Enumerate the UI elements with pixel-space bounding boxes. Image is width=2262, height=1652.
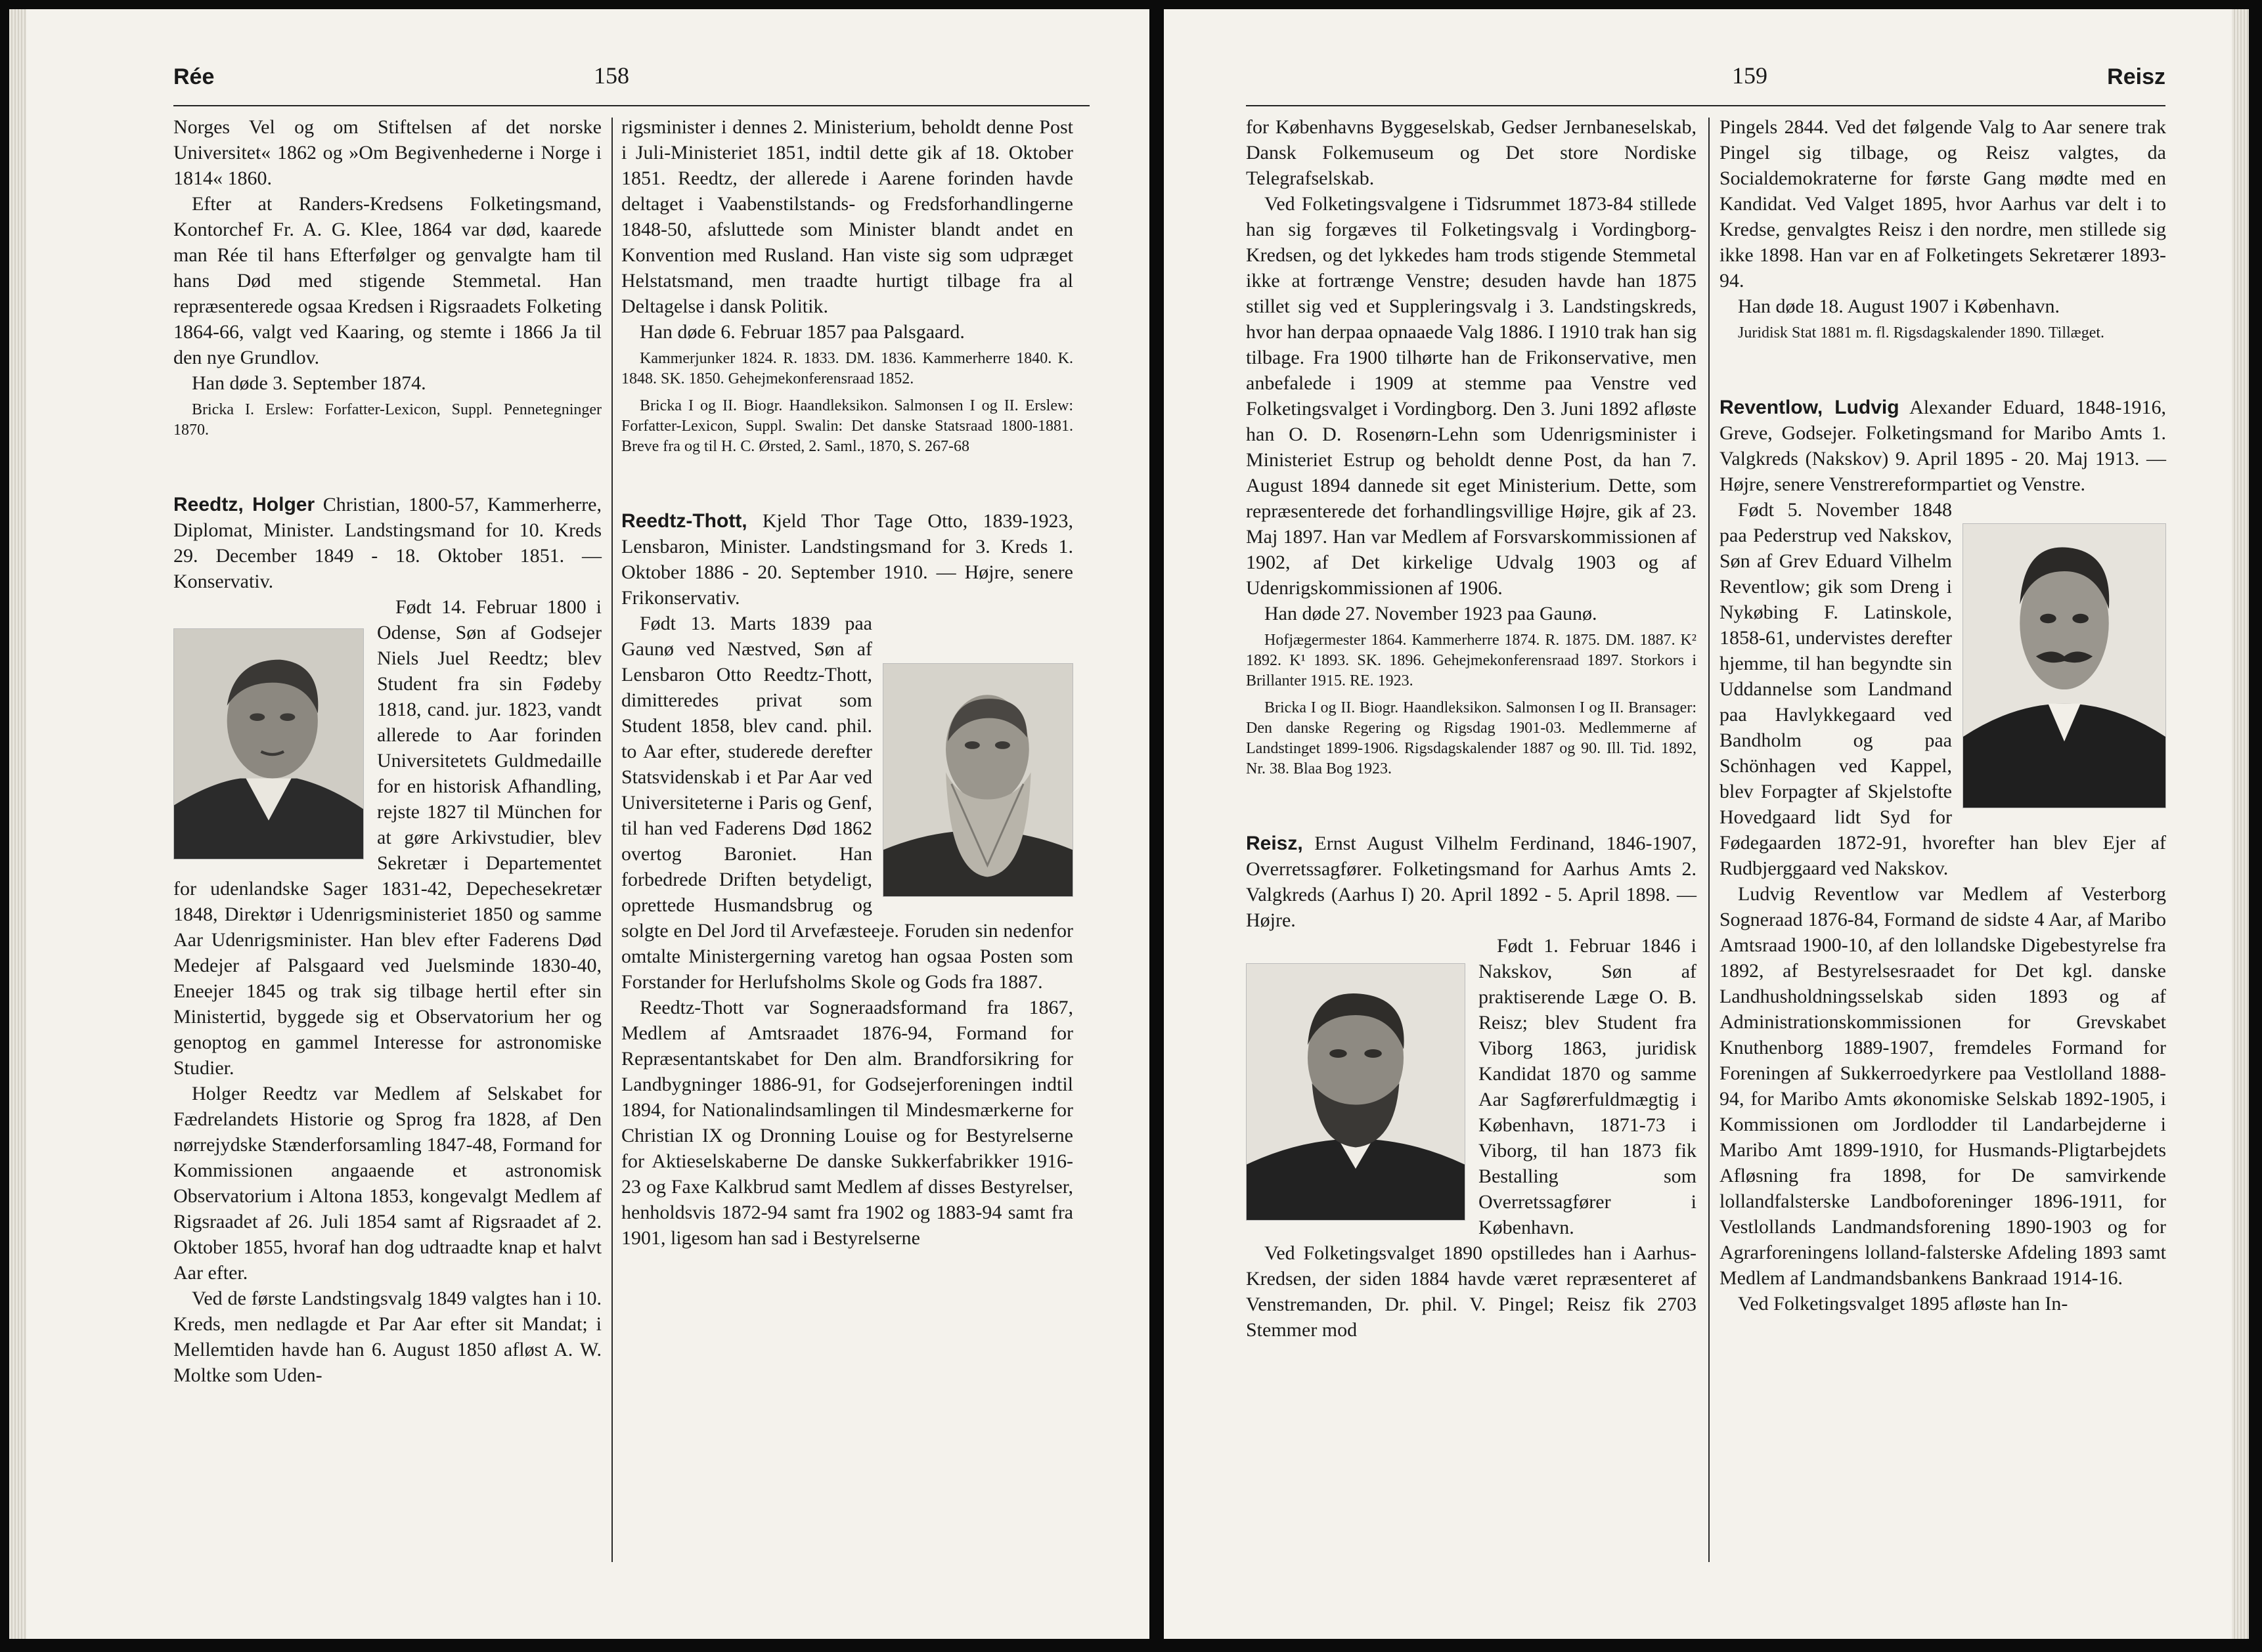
running-head (1246, 59, 2165, 106)
running-head-word: Reisz (2107, 64, 2165, 89)
bibliography: Juridisk Stat 1881 m. fl. Rigsdagskalender 1890. Tillæget. (1738, 324, 2105, 341)
entry-name: Reedtz, Holger (173, 494, 315, 515)
paragraph: Ved Folketingsvalgene i Tidsrummet 1873-84 stillede han sig forgæves til Folketingsvalg i Vordingborg-Kredsen, og det lykkedes ham trods stigende Stemmetal ikke at fortrænge Venstre; desuden havde han 1875 stillet sig ved et Suppleringsvalg i 3. Landstingskreds, hvor han derpaa opnaaede Valg 1886. I 1910 trak han sig tilbage. Fra 1900 tilhørte han de Frikonservative, men anbefalede i 1909 at stemme paa Venstre ved Folketingsvalget i Vordingborg. Den 3. Juni 1892 afløste han O. D. Rosenørn-Lehn som Udenrigsminister i Ministeriet Estrup og beholdt denne Post, da han 7. August 1894 dannede sit eget Ministerium. Dette, som repræsenterede det forhandlingsvillige Højre, gik af 23. Maj 1897. Han var Medlem af Forsvarskommissionen af 1902, af Det kirkelige Udvalg 1903 og af Udenrigskommissionen af 1906. (1246, 193, 1697, 599)
bibliography: Bricka I. Erslew: Forfatter-Lexicon, Suppl. Pennetegninger 1870. (173, 401, 602, 439)
portrait-reedtz-thott (883, 663, 1073, 897)
paragraph: Ved Folketingsvalget 1895 afløste han In- (1738, 1293, 2068, 1315)
column-2 (1719, 114, 2166, 1316)
entry-intro: Alexander Eduard, 1848-1916, Greve, Godsejer. Folketingsmand for Maribo Amts 1. Valgkreds (Nakskov) 9. April 1895 - 20. Maj 1913. — Højre, senere Venstrereformpartiet og Venstre. (1719, 397, 2166, 495)
entry-intro: Ernst August Vilhelm Ferdinand, 1846-1907, Overretssagfører. Folketingsmand for Aarhus Amts 2. Valgkreds (Aarhus I) 20. April 1892 - 5. April 1898. — Højre. (1246, 833, 1697, 931)
paragraph: Reedtz-Thott var Sogneraadsformand fra 1867, Medlem af Amtsraadet 1876-94, Formand for Repræsentantskabet for Den alm. Brandforsikring for Landbygninger 1886-91, for Godsejerforeningen indtil 1894, for Nationalindsamlingen til Mindesmærkerne for Christian IX og Dronning Louise og for Bestyrelserne for Aktieselskaberne De danske Sukkerfabrikker 1916-23 og Faxe Kalkbrud samt Medlem af disses Bestyrelser, henholdsvis 1872-94 samt fra 1902 og 1883-94 samt fra 1901, ligesom han sad i Bestyrelserne (621, 997, 1073, 1249)
paragraph: Norges Vel og om Stiftelsen af det norske Universitet« 1862 og »Om Begivenhederne i Norge i 1814« 1860. (173, 116, 602, 189)
paragraph: Ludvig Reventlow var Medlem af Vesterborg Sogneraad 1876-84, Formand de sidste 4 Aar, af Maribo Amtsraad 1900-10, af den lollandske Digebestyrelse fra 1892, af Bestyrelsesraadet for Det kgl. danske Landhusholdningsselskab siden 1893 og af Administrationskommissionen for Grevskabet Knuthenborg 1889-1907, fremdeles Formand for Foreningen af Sukkerroedyrkere paa Vestlolland 1888-94, for Maribo Amts økonomiske Selskab 1892-1905, i Kommissionen om Jordlodder til Landarbejderne i Maribo Amt 1899-1910, for Husmands-Pligtarbejdets Afløsning fra 1898, for De samvirkende lollandfalsterske Landboforeninger 1896-1911, for Vestlollands Landmandsforening 1890-1903 og for Agrarforeningens lolland-falsterske Afdeling 1893 samt Medlem af Landmandsbankens Bankraad 1914-16. (1719, 883, 2166, 1289)
paragraph: Født 5. November 1848 paa Pederstrup ved Nakskov, Søn af Grev Eduard Vilhelm Reventlow; gik som Dreng i Nykøbing F. Latinskole, 1858-61, undervistes derefter hjemme, til han begyndte sin Uddannelse som Landmand paa Havlykkegaard ved Bandholm og paa Schönhagen ved Kappel, blev Forpagter af Skjelstofte Hovedgaard lidt Syd for Fødegaarden 1872-91, hvorefter han blev Ejer af Rudbjerggaard ved Nakskov. (1719, 499, 2166, 879)
paragraph: Han døde 3. September 1874. (192, 372, 426, 394)
column-rule (611, 118, 613, 1562)
paragraph: Efter at Randers-Kredsens Folketingsmand, Kontorchef Fr. A. G. Klee, 1864 var død, kaarede man Rée til hans Efterfølger og genvalgte ham til hans Død med stigende Stemmetal. Han repræsenterede ogsaa Kredsen i Rigsraadets Folketing 1864-66, valgt ved Kaaring, og stemte i 1866 Ja til den nye Grundlov. (173, 193, 602, 368)
paragraph: Holger Reedtz var Medlem af Selskabet for Fædrelandets Historie og Sprog fra 1828, af Den nørrejydske Stænderforsamling 1847-48, Formand for Kommissionen angaaende et astronomisk Observatorium i Altona 1853, kongevalgt Medlem af Rigsraadet af 26. Juli 1854 samt af Rigsraadet af 2. Oktober 1855, hvoraf han dog udtraadte knap et halvt Aar efter. (173, 1083, 602, 1284)
column-2 (621, 114, 1073, 1251)
paragraph: Ved de første Landstingsvalg 1849 valgtes han i 10. Kreds, men nedlagde et Par Aar efter sit Mandat; i Mellemtiden havde han 6. August 1850 afløst A. W. Moltke som Uden- (173, 1288, 602, 1386)
paragraph: Født 1. Februar 1846 i Nakskov, Søn af praktiserende Læge O. B. Reisz; blev Student fra Viborg 1863, juridisk Kandidat 1870 og samme Aar Sagførerfuldmægtig i København, 1871-73 i Viborg, til han 1873 fik Bestalling som Overretssagfører i København. (1478, 935, 1697, 1238)
entry-intro: Christian, 1800-57, Kammerherre, Diplomat, Minister. Landstingsmand for 10. Kreds 29. December 1849 - 18. Oktober 1851. — Konservativ. (173, 494, 602, 592)
decorations: Hofjægermester 1864. Kammerherre 1874. R. 1875. DM. 1887. K² 1892. K¹ 1893. SK. 1896. Gehejmekonferensraad 1897. Storkors i Brillanter 1915. RE. 1923. (1246, 632, 1697, 689)
entry-name: Reisz, (1246, 833, 1303, 854)
paragraph: Han døde 18. August 1907 i København. (1738, 295, 2060, 317)
column-1 (173, 114, 602, 1388)
bibliography: Bricka I og II. Biogr. Haandleksikon. Salmonsen I og II. Erslew: Forfatter-Lexicon, Suppl. Swalin: Det danske Statsraad 1800-1881. Breve fra og til H. C. Ørsted, 2. Saml., 1870, S. 267-68 (621, 397, 1073, 455)
paragraph: rigsminister i dennes 2. Ministerium, beholdt denne Post i Juli-Ministeriet 1851, indtil dette gik af 18. Oktober 1851. Reedtz, der allerede i Aarene forinden havde deltaget i Vaabenstilstands- og Fredsforhandlingerne 1848-50, afsluttede som Minister blandt andet en Konvention med Rusland. Han viste sig som udpræget Helstatsmand, men traadte hurtigt tilbage fra al Deltagelse i dansk Politik. (621, 116, 1073, 317)
page-number: 158 (594, 62, 629, 89)
paragraph: for Københavns Byggeselskab, Gedser Jernbaneselskab, Dansk Folkemuseum og Det store Nordiske Telegrafselskab. (1246, 116, 1697, 189)
portrait-reedtz (173, 628, 364, 859)
page-edge (2232, 9, 2249, 1639)
entry-header (173, 492, 602, 594)
entry-name: Reventlow, Ludvig (1719, 397, 1899, 418)
page-159 (1164, 9, 2249, 1639)
entry-header (1719, 395, 2166, 497)
column-1 (1246, 114, 1697, 1343)
running-head-word: Rée (173, 64, 215, 89)
paragraph: Pingels 2844. Ved det følgende Valg to Aar senere trak Pingel sig tilbage, og Reisz valgtes, da Socialdemokraterne for første Gang mødte med en Kandidat. Ved Valget 1895, hvor Aarhus var delt i to Kredse, genvalgtes Reisz i den nordre, men stillede sig ikke 1898. Han var en af Folketingets Sekretærer 1893-94. (1719, 116, 2166, 292)
bibliography: Bricka I og II. Biogr. Haandleksikon. Salmonsen I og II. Bransager: Den danske Regering og Rigsdag 1901-03. Medlemmerne af Landstinget 1899-1906. Rigsdagskalender 1887 og 90. Ill. Tid. 1892, Nr. 38. Blaa Bog 1923. (1246, 699, 1697, 777)
entry-name: Reedtz-Thott, (621, 510, 747, 532)
paragraph: Født 13. Marts 1839 paa Gaunø ved Næstved, Søn af Lensbaron Otto Reedtz-Thott, dimitteredes privat som Student 1858, blev cand. phil. to Aar efter, studerede derefter Statsvidenskab i et Par Aar ved Universiteterne i Paris og Genf, til han ved Faderens Død 1862 overtog Baroniet. Han forbedrede Driften betydeligt, oprettede Husmandsbrug og solgte en Del Jord til Arvefæsteeje. Foruden sin nedenfor omtalte Ministergerning varetog han ogsaa Posten som Forstander for Herlufsholms Skole og Gods fra 1887. (621, 613, 1073, 993)
entry-header (621, 508, 1073, 611)
portrait-reisz (1246, 963, 1465, 1221)
paragraph: Født 14. Februar 1800 i Odense, Søn af Godsejer Niels Juel Reedtz; blev Student fra sin Fødeby 1818, cand. jur. 1823, vandt allerede to Aar forinden Universitetets Guldmedaille for en historisk Afhandling, rejste 1827 til München for at gøre Arkivstudier, blev Sekretær i Departementet for udenlandske Sager 1831-42, Depechesekretær 1848, Direktør i Udenrigsministeriet 1850 og samme Aar Udenrigsminister. Han blev efter Faderens Død Medejer af Palsgaard ved Juelsminde 1830-40, Eneejer 1845 og trak sig tilbage hertil efter sin Ministertid, byggede sig et Observatorium her og genoptog en gammel Interesse for astronomiske Studier. (173, 596, 602, 1079)
paragraph: Han døde 6. Februar 1857 paa Palsgaard. (640, 321, 965, 343)
paragraph: Ved Folketingsvalget 1890 opstilledes han i Aarhus-Kredsen, der siden 1884 havde været repræsenteret af Venstremanden, Dr. phil. V. Pingel; Reisz fik 2703 Stemmer mod (1246, 1242, 1697, 1341)
entry-header (1246, 831, 1697, 933)
page-number: 159 (1732, 62, 1767, 89)
decorations: Kammerjunker 1824. R. 1833. DM. 1836. Kammerherre 1840. K. 1848. SK. 1850. Gehejmekonferensraad 1852. (621, 350, 1073, 387)
running-head (173, 59, 1090, 106)
page-edge (9, 9, 26, 1639)
paragraph: Han døde 27. November 1923 paa Gaunø. (1264, 603, 1597, 624)
entry-intro: Kjeld Thor Tage Otto, 1839-1923, Lensbaron, Minister. Landstingsmand for 3. Kreds 1. Oktober 1886 - 20. September 1910. — Højre, senere Frikonservativ. (621, 510, 1073, 609)
page-158 (9, 9, 1149, 1639)
column-rule (1708, 118, 1710, 1562)
portrait-reventlow (1963, 523, 2166, 808)
